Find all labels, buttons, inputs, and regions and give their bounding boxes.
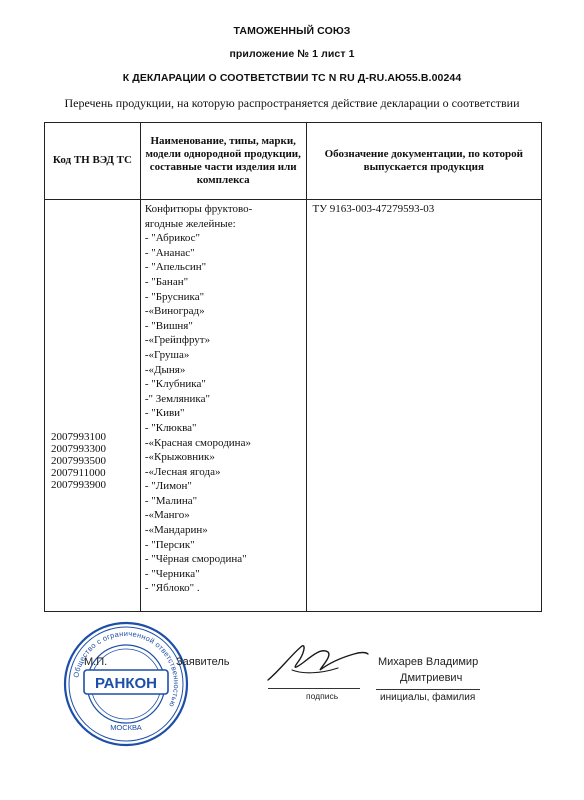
product-item: - "Ананас"	[144, 246, 195, 259]
product-item: - "Клюква"	[144, 421, 197, 434]
hs-code: 2007911000	[51, 466, 106, 479]
hs-code: 2007993100	[51, 430, 106, 443]
hs-code: 2007993300	[51, 442, 106, 455]
product-item: -«Мандарин»	[144, 524, 208, 537]
product-item: - "Вишня"	[144, 319, 193, 332]
company-stamp	[62, 620, 190, 748]
hs-code: 2007993500	[51, 454, 106, 467]
product-item: - "Абрикос"	[144, 232, 201, 245]
codes-list	[51, 431, 136, 491]
product-item: -«Груша»	[144, 348, 190, 361]
signer-name-line1: Михарев Владимир	[378, 656, 479, 668]
product-item: -«Крыжовник»	[144, 451, 215, 464]
declaration-number: К ДЕКЛАРАЦИИ О СООТВЕТСТВИИ ТС N RU Д-RU.АЮ55.В.00244	[122, 72, 462, 84]
signature-line	[268, 688, 360, 689]
product-item: - "Брусника"	[144, 290, 205, 303]
stamp-city-text: МОСКВА	[110, 723, 142, 732]
product-item: -" Земляника"	[144, 392, 210, 405]
column-header-code: Код ТН ВЭД ТС	[45, 123, 141, 200]
appendix-line: приложение № 1 лист 1	[229, 48, 355, 60]
codes-cell	[45, 200, 141, 612]
product-item: Конфитюры фруктово-	[144, 203, 253, 215]
signature-caption: подпись	[306, 691, 339, 701]
products-table	[44, 122, 542, 612]
column-header-documentation: Обозначение документации, по которой выпускается продукция	[306, 123, 541, 200]
hs-code: 2007993900	[51, 478, 106, 491]
documentation-cell	[306, 200, 541, 612]
product-item: - "Лимон"	[144, 480, 192, 493]
product-item: - "Киви"	[144, 407, 185, 420]
mp-label: М.П.	[84, 656, 108, 668]
product-item: -«Лесная ягода»	[144, 465, 221, 478]
products-list	[145, 202, 302, 596]
stamp-ring-text: Общество с ограниченной ответственностью	[71, 628, 182, 709]
product-item: - "Клубника"	[144, 378, 206, 391]
table-row	[45, 200, 542, 612]
table-header-row	[45, 123, 542, 200]
svg-text:Общество с ограниченной ответс	[71, 629, 181, 709]
product-item: -«Красная смородина»	[144, 436, 251, 449]
product-item: - "Черника"	[144, 567, 200, 580]
product-item: -«Грейпфрут»	[144, 334, 211, 347]
product-item: - "Апельсин"	[144, 261, 207, 274]
product-item: - "Чёрная смородина"	[144, 553, 247, 566]
product-item: - "Яблоко" .	[144, 582, 200, 595]
product-item: - "Малина"	[144, 494, 198, 507]
product-item: - "Персик"	[144, 538, 195, 551]
product-item: ягодные желейные:	[144, 217, 236, 230]
column-header-product: Наименование, типы, марки, модели однородной продукции, составные части изделия или комплекса	[140, 123, 306, 200]
stamp-center-text: РАНКОН	[94, 675, 158, 692]
products-cell	[140, 200, 306, 612]
initials-line	[376, 689, 480, 690]
products-list-subtitle: Перечень продукции, на которую распространяется действие декларации о соответствии	[64, 96, 520, 110]
product-item: -«Дыня»	[144, 363, 186, 376]
handwritten-signature	[262, 640, 372, 688]
product-item: - "Банан"	[144, 275, 189, 288]
signer-name-line2: Дмитриевич	[400, 672, 463, 684]
documentation-value: ТУ 9163-003-47279593-03	[312, 203, 435, 215]
applicant-label: Заявитель	[176, 656, 230, 668]
product-item: -«Виноград»	[144, 305, 205, 318]
initials-caption: инициалы, фамилия	[380, 692, 476, 703]
product-item: -«Манго»	[144, 509, 190, 522]
union-title: ТАМОЖЕННЫЙ СОЮЗ	[233, 25, 351, 37]
